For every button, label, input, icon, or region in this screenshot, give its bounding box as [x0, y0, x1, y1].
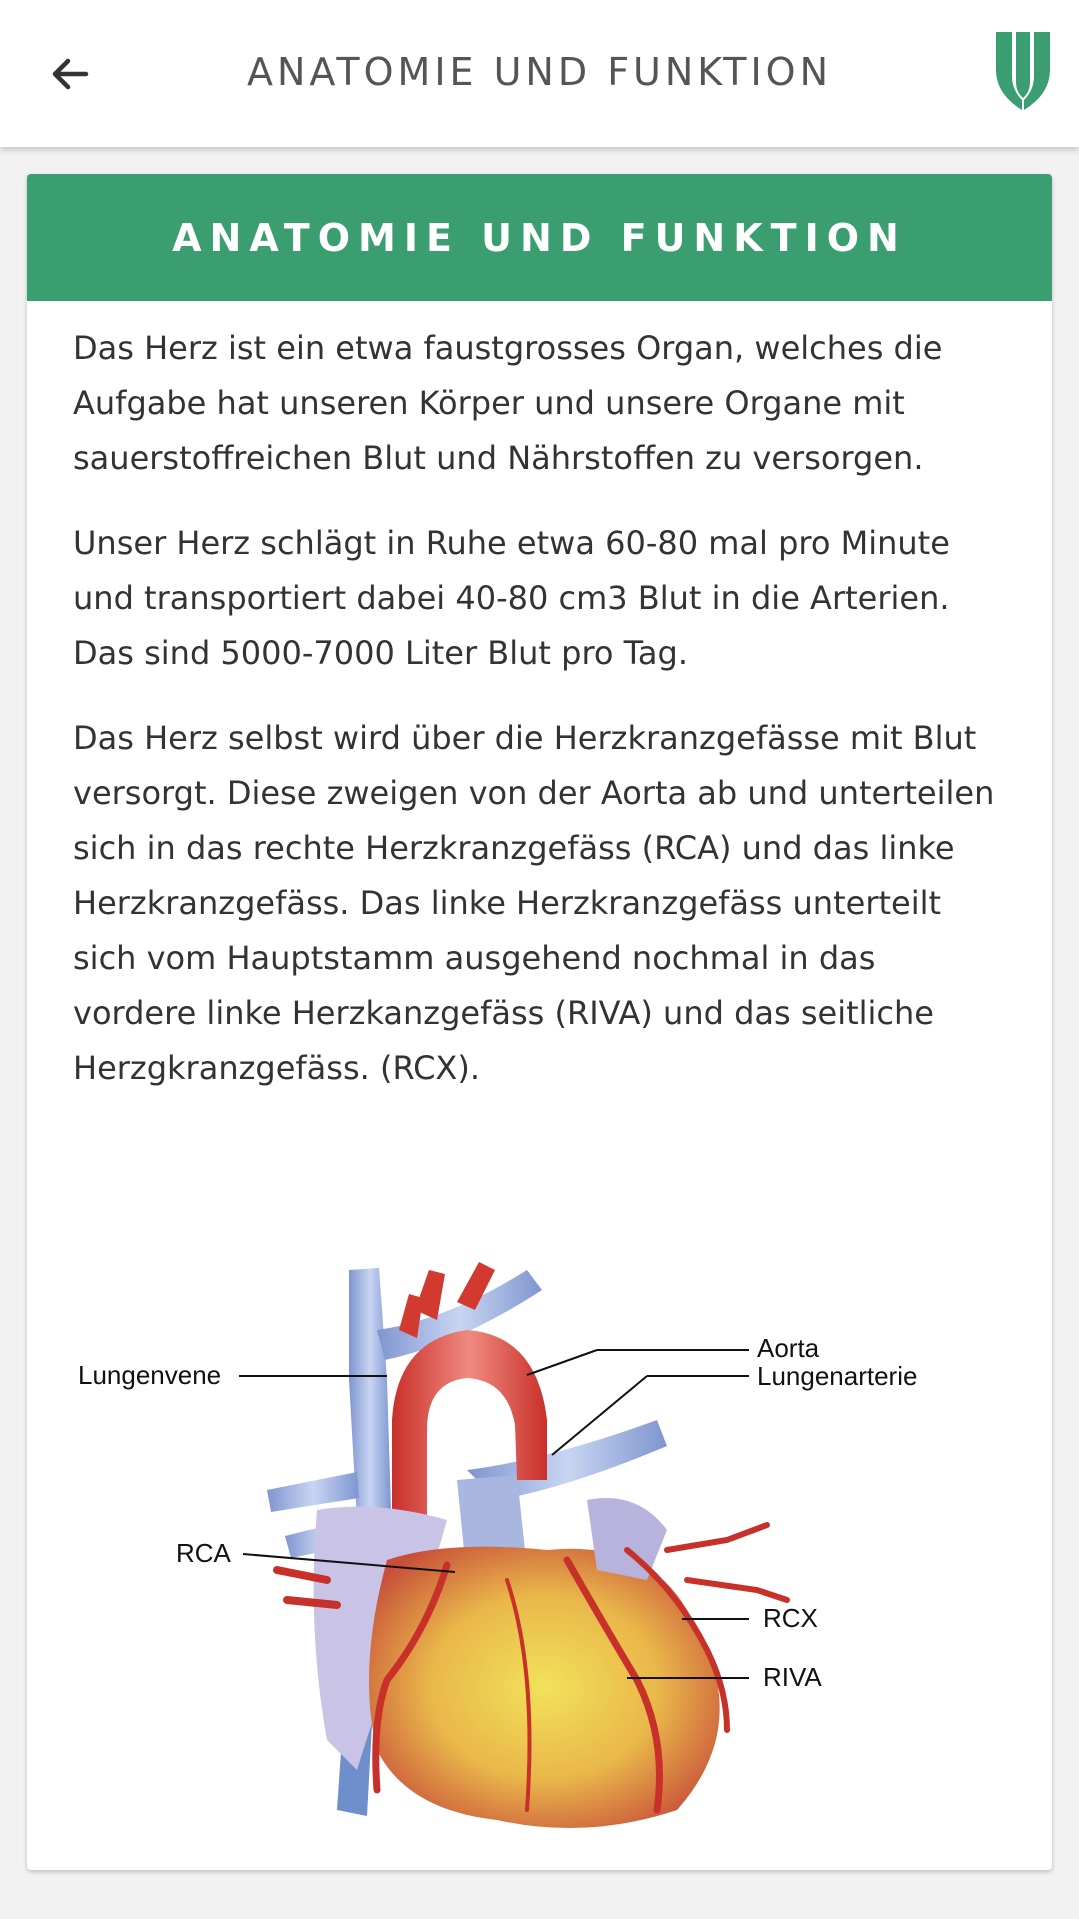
card-body [27, 301, 1052, 1096]
paragraph-coronary: Das Herz selbst wird über die Herzkranzgefässe mit Blut versorgt. Diese zweigen von der Aorta ab und unterteilen sich in das rechte Herzkranzgefäss (RCA) und das linke Herzkranzgefäss. Das linke Herzkranzgefäss unterteilt sich vom Hauptstamm ausgehend nochmal in das vordere linke Herzkanzgefäss (RIVA) und das seitliche Herzgkranzgefäss. (RCX). [73, 719, 995, 1087]
card-title: ANATOMIE UND FUNKTION [172, 215, 907, 260]
paragraph-intro: Das Herz ist ein etwa faustgrosses Organ, welches die Aufgabe hat unseren Körper und unsere Organe mit sauerstoffreichen Blut und Nährstoffen zu versorgen. [73, 329, 943, 477]
page-title: ANATOMIE UND FUNKTION [246, 50, 833, 94]
card-header [27, 174, 1052, 301]
app-bar [0, 0, 1079, 147]
label-riva: RIVA [763, 1662, 822, 1692]
brand-logo-icon [994, 30, 1052, 112]
paragraph-heartbeat: Unser Herz schlägt in Ruhe etwa 60-80 mal pro Minute und transportiert dabei 40-80 cm3 Blut in die Arterien. Das sind 5000-7000 Liter Blut pro Tag. [73, 524, 950, 672]
label-aorta: Aorta [757, 1333, 820, 1363]
arrow-left-icon [46, 50, 94, 98]
label-lungenarterie: Lungenarterie [757, 1361, 918, 1391]
heart-anatomy-figure [27, 1250, 997, 1840]
label-rcx: RCX [763, 1603, 818, 1633]
back-button[interactable] [40, 44, 100, 104]
label-rca: RCA [176, 1538, 231, 1568]
left-atrium-shape [587, 1498, 667, 1580]
label-lungenvene: Lungenvene [78, 1360, 222, 1390]
